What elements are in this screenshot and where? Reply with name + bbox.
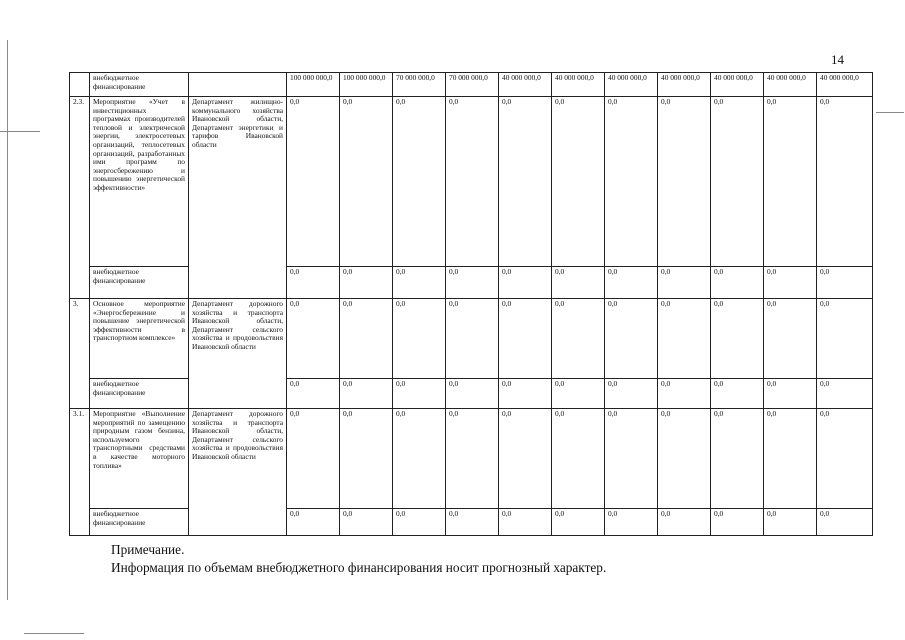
value-cell: 0,0 [658, 97, 711, 267]
table-row [70, 73, 873, 97]
number-cell [70, 73, 90, 97]
value-cell: 0,0 [499, 409, 552, 509]
activity-cell: Мероприятие «Учет в инвестиционных программах производителей тепловой и электрической энергии, электросетевых организаций, теплосетевых организаций, разработанных ими программ по энергосбережению и повышению энергетической эффективности» [90, 97, 189, 267]
value-cell: 0,0 [764, 299, 817, 379]
value-cell: 0,0 [552, 299, 605, 379]
value-cell: 0,0 [817, 97, 873, 267]
value-cell: 0,0 [287, 509, 340, 536]
value-cell: 0,0 [552, 409, 605, 509]
value-cell: 0,0 [711, 267, 764, 299]
value-cell: 40 000 000,0 [658, 73, 711, 97]
table-row [70, 97, 873, 267]
value-cell: 0,0 [817, 409, 873, 509]
note-text: Информация по объемам внебюджетного финансирования носит прогнозный характер. [111, 560, 607, 575]
value-cell: 0,0 [340, 267, 393, 299]
value-cell: 0,0 [340, 409, 393, 509]
value-cell: 0,0 [499, 379, 552, 409]
value-cell: 0,0 [287, 299, 340, 379]
value-cell: 70 000 000,0 [446, 73, 499, 97]
value-cell: 0,0 [552, 379, 605, 409]
value-cell: 0,0 [658, 379, 711, 409]
value-cell: 0,0 [446, 299, 499, 379]
value-cell: 0,0 [499, 509, 552, 536]
value-cell: 0,0 [658, 299, 711, 379]
value-cell: 0,0 [605, 509, 658, 536]
value-cell: 100 000 000,0 [287, 73, 340, 97]
value-cell: 0,0 [552, 267, 605, 299]
executor-cell [189, 73, 287, 97]
value-cell: 0,0 [764, 379, 817, 409]
scan-edge-line [876, 112, 904, 113]
value-cell: 0,0 [711, 379, 764, 409]
executor-cell: Департамент дорожного хозяйства и транспорта Ивановской области, Департамент сельского хозяйства и продовольствия Ивановской области [189, 299, 287, 409]
value-cell: 0,0 [605, 409, 658, 509]
value-cell: 0,0 [499, 97, 552, 267]
note [111, 541, 606, 577]
value-cell: 0,0 [658, 409, 711, 509]
value-cell: 0,0 [393, 509, 446, 536]
value-cell: 0,0 [764, 509, 817, 536]
source-cell: внебюджетное финансирование [90, 73, 189, 97]
value-cell: 0,0 [605, 299, 658, 379]
value-cell: 0,0 [764, 97, 817, 267]
number-cell: 3. [70, 299, 90, 409]
value-cell: 0,0 [393, 267, 446, 299]
value-cell: 0,0 [393, 379, 446, 409]
value-cell: 0,0 [287, 379, 340, 409]
source-cell: внебюджетное финансирование [90, 509, 189, 536]
value-cell: 0,0 [393, 97, 446, 267]
source-cell: внебюджетное финансирование [90, 267, 189, 299]
table-row [70, 409, 873, 509]
value-cell: 0,0 [658, 509, 711, 536]
value-cell: 0,0 [499, 267, 552, 299]
value-cell: 0,0 [711, 299, 764, 379]
value-cell: 40 000 000,0 [764, 73, 817, 97]
number-cell: 3.1. [70, 409, 90, 536]
table-row [70, 299, 873, 379]
value-cell: 0,0 [817, 509, 873, 536]
value-cell: 0,0 [605, 267, 658, 299]
executor-cell: Департамент дорожного хозяйства и транспорта Ивановской области, Департамент сельского хозяйства и продовольствия Ивановской области [189, 409, 287, 536]
value-cell: 0,0 [552, 509, 605, 536]
value-cell: 40 000 000,0 [817, 73, 873, 97]
value-cell: 0,0 [658, 267, 711, 299]
value-cell: 0,0 [817, 267, 873, 299]
value-cell: 40 000 000,0 [605, 73, 658, 97]
scan-edge-line [24, 633, 84, 634]
value-cell: 0,0 [287, 267, 340, 299]
value-cell: 0,0 [711, 409, 764, 509]
executor-cell: Департамент жилищно-коммунального хозяйства Ивановской области, Департамент энергетики и тарифов Ивановской области [189, 97, 287, 299]
value-cell: 70 000 000,0 [393, 73, 446, 97]
note-title: Примечание. [111, 542, 185, 557]
value-cell: 0,0 [393, 299, 446, 379]
value-cell: 0,0 [446, 509, 499, 536]
value-cell: 0,0 [605, 379, 658, 409]
value-cell: 0,0 [764, 267, 817, 299]
scan-margin-line [7, 40, 8, 600]
source-cell: внебюджетное финансирование [90, 379, 189, 409]
value-cell: 0,0 [287, 409, 340, 509]
financing-table [69, 72, 873, 536]
value-cell: 0,0 [446, 409, 499, 509]
value-cell: 0,0 [605, 97, 658, 267]
value-cell: 0,0 [764, 409, 817, 509]
value-cell: 0,0 [446, 379, 499, 409]
value-cell: 0,0 [711, 97, 764, 267]
value-cell: 0,0 [446, 97, 499, 267]
value-cell: 0,0 [711, 509, 764, 536]
scan-edge-line [0, 131, 40, 132]
value-cell: 40 000 000,0 [711, 73, 764, 97]
value-cell: 0,0 [340, 299, 393, 379]
value-cell: 40 000 000,0 [552, 73, 605, 97]
value-cell: 0,0 [817, 379, 873, 409]
value-cell: 0,0 [499, 299, 552, 379]
value-cell: 0,0 [340, 97, 393, 267]
value-cell: 0,0 [446, 267, 499, 299]
value-cell: 0,0 [552, 97, 605, 267]
page-number: 14 [831, 52, 844, 67]
activity-cell: Основное мероприятие «Энергосбережение и повышение энергетической эффективности в транспортном комплексе» [90, 299, 189, 379]
value-cell: 0,0 [340, 509, 393, 536]
number-cell: 2.3. [70, 97, 90, 299]
value-cell: 0,0 [287, 97, 340, 267]
value-cell: 100 000 000,0 [340, 73, 393, 97]
value-cell: 40 000 000,0 [499, 73, 552, 97]
value-cell: 0,0 [817, 299, 873, 379]
value-cell: 0,0 [340, 379, 393, 409]
activity-cell: Мероприятие «Выполнение мероприятий по замещению природным газом бензина, используемого транспортными средствами в качестве моторного топлива» [90, 409, 189, 509]
value-cell: 0,0 [393, 409, 446, 509]
